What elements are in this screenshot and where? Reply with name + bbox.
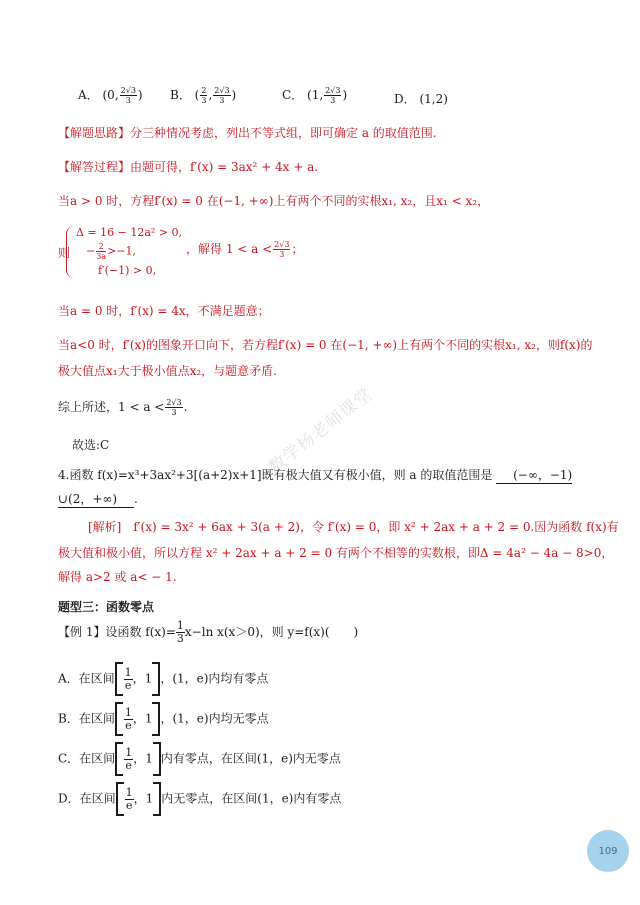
case-negative-line-2: 极大值点x₁大于极小值点x₂，与题意矛盾. xyxy=(58,364,277,378)
option-b-fraction-2: $\frac{2√3}{3}$ xyxy=(214,86,230,105)
solution-process xyxy=(58,158,318,175)
system-line-2: − $\frac{2}{3a}$ >−1, xyxy=(86,242,137,261)
system-solution-fraction: $\frac{2√3}{3}$ xyxy=(274,240,290,259)
problem-4-answer-cont: ∪(2，+∞) . xyxy=(58,492,138,506)
system-line-2-fraction: $\frac{2}{3a}$ xyxy=(96,242,107,261)
answer-choice: 故选:C xyxy=(72,438,110,452)
system-brace xyxy=(66,226,75,278)
option-a: A． (0, $\frac{2√3}{3}$ ) xyxy=(78,86,143,105)
interval-left-bracket xyxy=(115,742,123,776)
idea-text: 分三种情况考虑，列出不等式组，即可确定 a 的取值范围. xyxy=(130,126,437,140)
interval-left-bracket xyxy=(116,782,124,816)
problem-4-answer: (−∞，−1) xyxy=(496,466,572,484)
solution-idea xyxy=(58,124,437,141)
example-1-option-c: C．在区间 $\frac{1}{e}$，1 内有零点，在区间(1，e)内无零点 xyxy=(58,742,341,776)
system-prefix: 则 xyxy=(58,246,71,260)
idea-label: 【解题思路】 xyxy=(58,126,131,140)
interval-left-bracket xyxy=(115,702,123,736)
interval-left-bracket xyxy=(115,662,123,696)
page-number-badge: 109 xyxy=(587,830,629,872)
summary: 综上所述，1 < a < $\frac{2√3}{3}$ . xyxy=(58,398,188,417)
option-b-fraction-1: $\frac{2}{3}$ xyxy=(201,86,207,105)
case-positive: 当a > 0 时，方程f′(x) = 0 在(−1, +∞)上有两个不同的实根x₁, x₂，且x₁ < x₂， xyxy=(58,194,490,208)
problem-4-analysis-2: 极大值和极小值，所以方程 x² + 2ax + a + 2 = 0 有两个不相等的实数根，即Δ = 4a² − 4a − 8>0， xyxy=(58,546,614,560)
option-c: C． (1, $\frac{2√3}{3}$ ) xyxy=(282,86,348,105)
option-a-letter: A． xyxy=(78,88,99,102)
option-d: D． (1,2) xyxy=(394,92,448,106)
example-1-option-a: A．在区间 $\frac{1}{e}$，1 ，(1，e)内均有零点 xyxy=(58,662,268,696)
example-1-option-b: B．在区间 $\frac{1}{e}$，1 ，(1，e)内均无零点 xyxy=(58,702,269,736)
option-a-fraction: $\frac{2√3}{3}$ xyxy=(120,86,136,105)
system-line-1: Δ = 16 − 12a² > 0, xyxy=(76,226,183,239)
case-negative-line-1: 当a<0 时，f′(x)的图象开口向下，若方程f′(x) = 0 在(−1, +∞)上有两个不同的实根x₁, x₂，则f(x)的 xyxy=(58,338,593,352)
section-title: 题型三：函数零点 xyxy=(58,600,155,614)
option-b: B． ( $\frac{2}{3}$ , $\frac{2√3}{3}$ ) xyxy=(170,86,237,105)
option-b-letter: B． xyxy=(170,88,191,102)
option-d-letter: D． xyxy=(394,92,416,106)
process-text: 由题可得，f′(x) = 3ax² + 4x + a. xyxy=(130,160,319,174)
option-c-fraction: $\frac{2√3}{3}$ xyxy=(325,86,341,105)
problem-4-stem xyxy=(58,466,572,484)
example-1-fraction: $\frac{1}{3}$ xyxy=(176,619,184,645)
system-line-3: f′(−1) > 0, xyxy=(98,264,157,277)
problem-4-analysis-1: [解析] f′(x) = 3x² + 6ax + 3(a + 2)，令 f′(x) = 0，即 x² + 2ax + a + 2 = 0.因为函数 f(x)有 xyxy=(88,520,619,534)
problem-4-analysis-3: 解得 a>2 或 a< − 1. xyxy=(58,570,177,584)
option-c-letter: C． xyxy=(282,88,304,102)
option-a-value: (0, xyxy=(102,88,119,102)
case-zero: 当a = 0 时，f′(x) = 4x，不满足题意； xyxy=(58,304,270,318)
watermark-text: 数学杨老师课堂 xyxy=(265,384,377,478)
interval-right-bracket xyxy=(153,742,161,776)
example-1-stem: 【例 1】设函数 f(x)= $\frac{1}{3}x-\ln$ x(x＞0)，则 y=f(x)( ) xyxy=(58,619,359,645)
summary-fraction: $\frac{2√3}{3}$ xyxy=(166,398,182,417)
problem-4-text: 4.函数 f(x)=x³+3ax²+3[(a+2)x+1]既有极大值又有极小值，则 a 的取值范围是 xyxy=(58,468,493,482)
system-solution: ，解得 1 < a < $\frac{2√3}{3}$ ； xyxy=(186,240,304,259)
process-label: 【解答过程】 xyxy=(58,160,131,174)
example-1-option-d: D．在区间 $\frac{1}{e}$，1 内无零点，在区间(1，e)内有零点 xyxy=(58,782,341,816)
